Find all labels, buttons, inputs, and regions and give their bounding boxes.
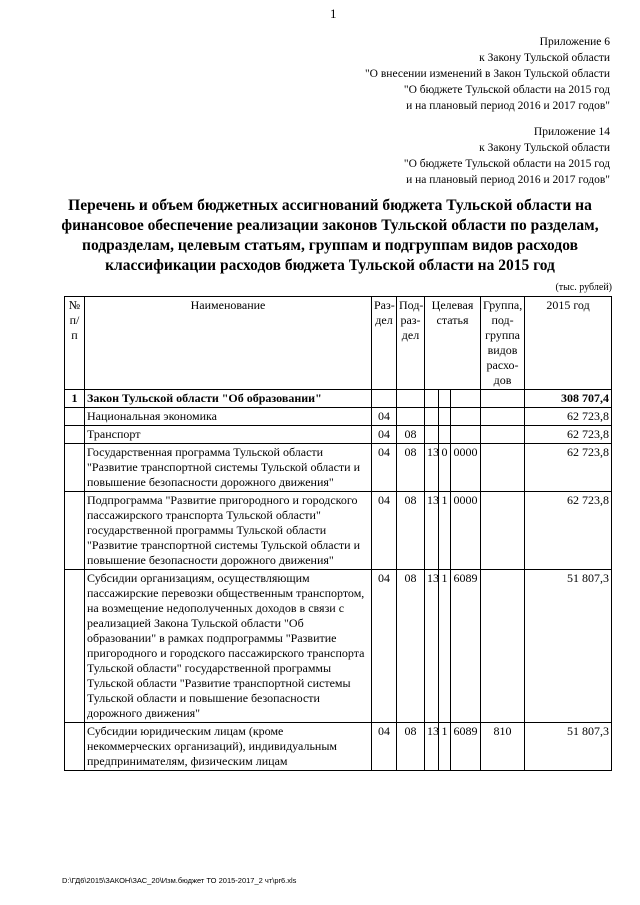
appendix-line: и на плановый период 2016 и 2017 годов": [406, 100, 610, 112]
cell-pr: 08: [397, 492, 425, 570]
appendix-line: "О внесении изменений в Закон Тульской области: [364, 68, 610, 80]
cell-amount: 51 807,3: [525, 570, 612, 723]
cell-c1: [425, 426, 439, 444]
cell-num: [65, 426, 85, 444]
header-num: № п/п: [65, 297, 85, 390]
header-razdel: Раз-дел: [372, 297, 397, 390]
cell-c3: 0000: [451, 492, 481, 570]
appendix-line: Приложение 6: [539, 36, 610, 48]
cell-c3: [451, 426, 481, 444]
appendix-line: к Закону Тульской области: [479, 142, 610, 154]
cell-vr: [481, 570, 525, 723]
cell-c3: 0000: [451, 444, 481, 492]
table-row: [65, 492, 612, 570]
cell-amount: 308 707,4: [525, 390, 612, 408]
cell-c1: 13: [425, 492, 439, 570]
cell-c1: 13: [425, 570, 439, 723]
cell-pr: 08: [397, 426, 425, 444]
cell-pr: 08: [397, 723, 425, 771]
appendix-6-block: [310, 34, 610, 114]
header-year: 2015 год: [525, 297, 612, 390]
cell-name: Государственная программа Тульской области "Развитие транспортной системы Тульской области и повышение безопасности дорожного движения": [85, 444, 372, 492]
cell-rz: 04: [372, 426, 397, 444]
cell-pr: [397, 390, 425, 408]
cell-amount: 62 723,8: [525, 408, 612, 426]
cell-c1: [425, 408, 439, 426]
cell-num: [65, 570, 85, 723]
cell-name: Национальная экономика: [85, 408, 372, 426]
document-title: Перечень и объем бюджетных ассигнований бюджета Тульской области на финансовое обеспечение реализации законов Тульской области по разделам, подразделам, целевым статьям, группам и подгруппам видов расходов классификации расходов бюджета Тульской области на 2015 год: [61, 197, 599, 274]
cell-vr: [481, 492, 525, 570]
cell-vr: [481, 426, 525, 444]
cell-num: [65, 492, 85, 570]
budget-table: [64, 296, 612, 771]
file-path-footer: D:\ГД6\2015\ЗАКОН\ЗАС_20\Изм.бюджет ТО 2015-2017_2 чт\pr6.xls: [62, 876, 297, 885]
cell-rz: 04: [372, 723, 397, 771]
cell-c2: [439, 408, 451, 426]
cell-amount: 62 723,8: [525, 492, 612, 570]
header-name: Наименование: [85, 297, 372, 390]
cell-vr: [481, 408, 525, 426]
appendix-14-block: [310, 124, 610, 188]
cell-num: 1: [65, 390, 85, 408]
header-target: Целевая статья: [425, 297, 481, 390]
cell-pr: 08: [397, 570, 425, 723]
cell-rz: 04: [372, 492, 397, 570]
cell-name: Субсидии организациям, осуществляющим пассажирские перевозки общественным транспортом, на возмещение недополученных доходов в связи с реализацией Закона Тульской области "Об образовании" в рамках подпрограммы "Развитие пригородного и городского пассажирского транспорта Тульской области" государственной программы Тульской области "Развитие транспортной системы Тульской области и повышение безопасности дорожного движения": [85, 570, 372, 723]
units-label: (тыс. рублей): [555, 282, 612, 293]
cell-c2: 1: [439, 723, 451, 771]
cell-amount: 51 807,3: [525, 723, 612, 771]
cell-name: Подпрограмма "Развитие пригородного и городского пассажирского транспорта Тульской области" государственной программы Тульской области "Развитие транспортной системы Тульской области и повышение безопасности дорожного движения": [85, 492, 372, 570]
cell-vr: [481, 444, 525, 492]
cell-name: Закон Тульской области "Об образовании": [85, 390, 372, 408]
cell-rz: 04: [372, 570, 397, 723]
cell-amount: 62 723,8: [525, 444, 612, 492]
page-number: 1: [330, 6, 337, 21]
appendix-line: "О бюджете Тульской области на 2015 год: [403, 84, 610, 96]
appendix-line: Приложение 14: [533, 126, 610, 138]
cell-c3: 6089: [451, 723, 481, 771]
cell-c2: [439, 390, 451, 408]
cell-num: [65, 408, 85, 426]
cell-name: Субсидии юридическим лицам (кроме некоммерческих организаций), индивидуальным предпринимателям, физическим лицам: [85, 723, 372, 771]
cell-c1: [425, 390, 439, 408]
cell-c2: 0: [439, 444, 451, 492]
table-row: [65, 723, 612, 771]
cell-c2: 1: [439, 570, 451, 723]
table-header-row: [65, 297, 612, 390]
cell-rz: 04: [372, 444, 397, 492]
cell-c3: [451, 390, 481, 408]
appendix-line: "О бюджете Тульской области на 2015 год: [403, 158, 610, 170]
cell-num: [65, 723, 85, 771]
table-row: [65, 408, 612, 426]
appendix-line: и на плановый период 2016 и 2017 годов": [406, 174, 610, 186]
cell-num: [65, 444, 85, 492]
table-row: [65, 444, 612, 492]
cell-c1: 13: [425, 723, 439, 771]
appendix-line: к Закону Тульской области: [479, 52, 610, 64]
cell-c2: 1: [439, 492, 451, 570]
cell-pr: 08: [397, 444, 425, 492]
cell-c3: 6089: [451, 570, 481, 723]
cell-name: Транспорт: [85, 426, 372, 444]
cell-rz: 04: [372, 408, 397, 426]
header-group: Группа, под-группа видов расхо-дов: [481, 297, 525, 390]
cell-c3: [451, 408, 481, 426]
cell-vr: 810: [481, 723, 525, 771]
cell-vr: [481, 390, 525, 408]
cell-rz: [372, 390, 397, 408]
header-podrazdel: Под-раз-дел: [397, 297, 425, 390]
cell-c1: 13: [425, 444, 439, 492]
cell-c2: [439, 426, 451, 444]
table-row: [65, 426, 612, 444]
table-row: [65, 390, 612, 408]
cell-pr: [397, 408, 425, 426]
cell-amount: 62 723,8: [525, 426, 612, 444]
table-row: [65, 570, 612, 723]
